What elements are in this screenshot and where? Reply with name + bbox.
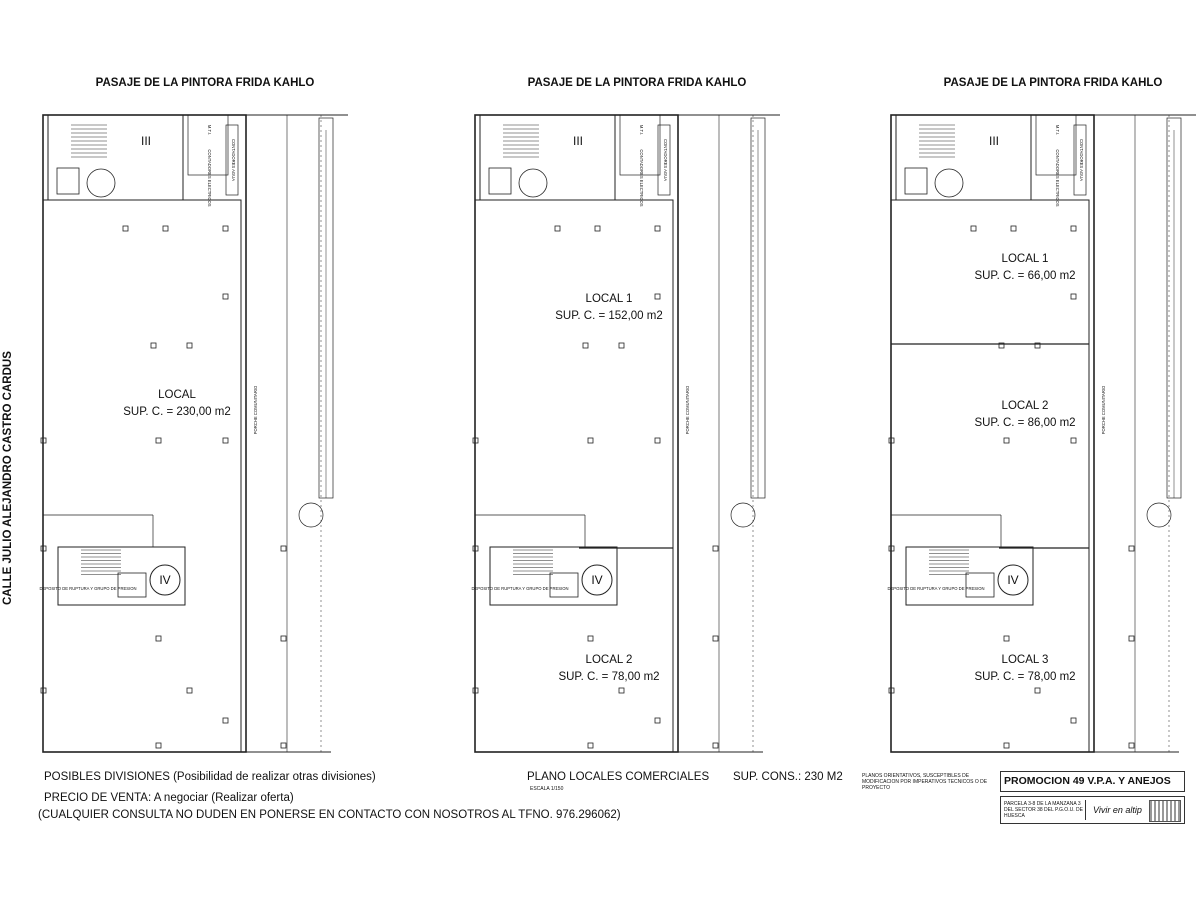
tank-label: DEPOSITO DE RUPTURA Y GRUPO DE PRESION: [39, 586, 137, 591]
premises-area: [891, 200, 1089, 752]
pillar: [619, 688, 624, 693]
pillar: [655, 718, 660, 723]
pillar: [619, 343, 624, 348]
pillar: [1035, 688, 1040, 693]
unit-name-3: LOCAL 3: [1001, 654, 1049, 666]
unit-name-2: LOCAL 2: [1001, 400, 1049, 412]
porch-label: PORCHE COMUNITARIO: [253, 385, 258, 435]
street-label-top: PASAJE DE LA PINTORA FRIDA KAHLO: [527, 77, 747, 89]
pillar: [655, 438, 660, 443]
pillar: [1071, 294, 1076, 299]
pillar: [588, 743, 593, 748]
electric-meters-label: CONTADORES ELECTRICOS: [639, 149, 644, 207]
pillar: [223, 226, 228, 231]
unit-area-1: SUP. C. = 230,00 m2: [123, 406, 231, 418]
note-contact: (CUALQUIER CONSULTA NO DUDEN EN PONERSE EN CONTACTO CON NOSOTROS AL TFNO. 976.296062): [38, 809, 621, 821]
pillar: [713, 743, 718, 748]
drawing-disclaimer: PLANOS ORIENTATIVOS, SUSCEPTIBLES DE MODIFICACION POR IMPERATIVOS TECNICOS O DE PROYECTO: [862, 773, 988, 791]
street-label-top: PASAJE DE LA PINTORA FRIDA KAHLO: [943, 77, 1163, 89]
pillar: [1129, 636, 1134, 641]
drawing-surface: SUP. CONS.: 230 M2: [733, 771, 843, 783]
note-divisions: POSIBLES DIVISIONES (Posibilidad de realizar otras divisiones): [44, 771, 376, 783]
plot-description: PARCELA 3-8 DE LA MANZANA 3 DEL SECTOR 38 DEL P.G.O.U. DE HUESCA: [1004, 801, 1083, 819]
lift-upper: [489, 168, 511, 194]
meters-label: M.T.I.: [207, 124, 212, 136]
pillar: [655, 294, 660, 299]
water-meters-label: CONTADORES AGUA: [231, 138, 236, 182]
pillar: [1004, 743, 1009, 748]
porch-tree-icon: [1147, 503, 1171, 527]
pillar: [1071, 438, 1076, 443]
pillar: [1129, 546, 1134, 551]
tank-label: DEPOSITO DE RUPTURA Y GRUPO DE PRESION: [471, 586, 569, 591]
pillar: [588, 438, 593, 443]
core-label-lower: IV: [591, 573, 603, 587]
upper-core: [48, 115, 183, 200]
street-label-side: CALLE JULIO ALEJANDRO CASTRO CARDUS: [2, 351, 14, 605]
pillar: [151, 343, 156, 348]
pillar: [713, 636, 718, 641]
lift-upper: [905, 168, 927, 194]
developer-logo: Vivir en altip: [1093, 805, 1142, 815]
unit-area-2: SUP. C. = 86,00 m2: [974, 417, 1076, 429]
upper-core: [480, 115, 615, 200]
electric-meters-label: CONTADORES ELECTRICOS: [1055, 149, 1060, 207]
premises-area: [43, 200, 241, 752]
core-label-upper: III: [140, 134, 152, 148]
core-label-lower: IV: [1007, 573, 1019, 587]
promotion-title: PROMOCION 49 V.P.A. Y ANEJOS: [1004, 775, 1171, 787]
porch-label: PORCHE COMUNITARIO: [685, 385, 690, 435]
note-price: PRECIO DE VENTA: A negociar (Realizar oferta): [44, 792, 294, 804]
meters-label: M.T.I.: [639, 124, 644, 136]
upper-tank-icon: [519, 169, 547, 197]
pillar: [163, 226, 168, 231]
core-label-upper: III: [572, 134, 584, 148]
pillar: [1004, 636, 1009, 641]
title-block-divider: [1085, 800, 1086, 820]
pillar: [223, 438, 228, 443]
lift-lower: [966, 573, 994, 597]
street-label-top: PASAJE DE LA PINTORA FRIDA KAHLO: [95, 77, 315, 89]
upper-tank-icon: [87, 169, 115, 197]
core-label-lower: IV: [159, 573, 171, 587]
unit-name-1: LOCAL 1: [585, 293, 633, 305]
pillar: [223, 718, 228, 723]
unit-area-3: SUP. C. = 78,00 m2: [974, 671, 1076, 683]
floor-plan-1: [41, 115, 348, 752]
pillar: [713, 546, 718, 551]
unit-area-1: SUP. C. = 152,00 m2: [555, 310, 663, 322]
pillar: [156, 438, 161, 443]
title-block-header: [1000, 771, 1185, 792]
pillar: [281, 636, 286, 641]
pillar: [123, 226, 128, 231]
tank-label: DEPOSITO DE RUPTURA Y GRUPO DE PRESION: [887, 586, 985, 591]
pillar: [655, 226, 660, 231]
pillar: [588, 636, 593, 641]
pillar: [281, 546, 286, 551]
unit-area-1: SUP. C. = 66,00 m2: [974, 270, 1076, 282]
porch-tree-icon: [299, 503, 323, 527]
title-block-body: [1000, 796, 1185, 824]
premises-area: [475, 200, 673, 752]
pillar: [1071, 226, 1076, 231]
electric-meters-label: CONTADORES ELECTRICOS: [207, 149, 212, 207]
pillar: [595, 226, 600, 231]
pillar: [187, 688, 192, 693]
plan-outline: [43, 115, 246, 752]
upper-core: [896, 115, 1031, 200]
pillar: [1011, 226, 1016, 231]
lift-lower: [550, 573, 578, 597]
pillar: [223, 294, 228, 299]
building-logo-icon: [1149, 800, 1181, 822]
drawing-title: PLANO LOCALES COMERCIALES: [527, 771, 710, 783]
water-meters-label: CONTADORES AGUA: [1079, 138, 1084, 182]
pillar: [1129, 743, 1134, 748]
lift-lower: [118, 573, 146, 597]
pillar: [156, 636, 161, 641]
pillar: [1004, 438, 1009, 443]
porch-tree-icon: [731, 503, 755, 527]
meters-label: M.T.I.: [1055, 124, 1060, 136]
pillar: [156, 743, 161, 748]
unit-area-2: SUP. C. = 78,00 m2: [558, 671, 660, 683]
water-meters-label: CONTADORES AGUA: [663, 138, 668, 182]
plan-outline: [891, 115, 1094, 752]
pillar: [555, 226, 560, 231]
pillar: [187, 343, 192, 348]
unit-name-1: LOCAL 1: [1001, 253, 1049, 265]
pillar: [971, 226, 976, 231]
pillar: [583, 343, 588, 348]
upper-tank-icon: [935, 169, 963, 197]
porch-label: PORCHE COMUNITARIO: [1101, 385, 1106, 435]
unit-name-1: LOCAL: [158, 389, 196, 401]
lift-upper: [57, 168, 79, 194]
drawing-scale: ESCALA 1/150: [530, 786, 564, 792]
pillar: [1071, 718, 1076, 723]
pillar: [281, 743, 286, 748]
core-label-upper: III: [988, 134, 1000, 148]
plan-outline: [475, 115, 678, 752]
unit-name-2: LOCAL 2: [585, 654, 633, 666]
